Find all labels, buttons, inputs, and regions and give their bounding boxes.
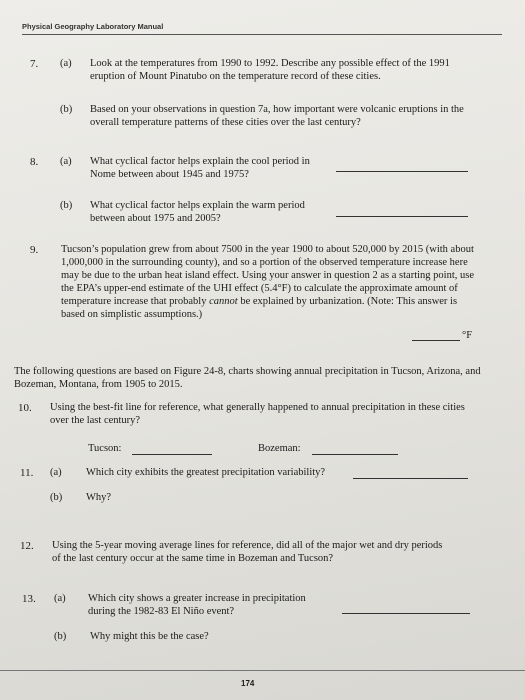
question-13b-text: Why might this be the case? xyxy=(90,631,209,642)
question-10-text: Using the best-fit line for reference, what generally happened to annual precipitation in these cities over the last century? xyxy=(50,402,465,426)
bottom-rule xyxy=(0,670,525,671)
question-8b-label: (b) xyxy=(60,200,73,211)
page-number: 174 xyxy=(241,679,255,688)
question-10-number: 10. xyxy=(18,402,32,414)
question-11a-text: Which city exhibits the greatest precipitation variability? xyxy=(86,467,326,478)
answer-13a-blank[interactable] xyxy=(342,613,470,614)
question-13a-text: Which city shows a greater increase in precipitation during the 1982-83 El Niño event? xyxy=(88,593,306,617)
question-8-number: 8. xyxy=(30,156,39,168)
question-12-text: Using the 5-year moving average lines for reference, did all of the major wet and dry periods of the last century occur at the same time in Bozeman and Tucson? xyxy=(52,540,443,564)
question-11a-label: (a) xyxy=(50,467,62,478)
running-header: Physical Geography Laboratory Manual xyxy=(22,22,164,31)
answer-11a-blank[interactable] xyxy=(353,478,468,479)
question-9-text-part2: be explained by urbanization. (Note: This answer is based on simplistic assumptions.) xyxy=(61,296,458,320)
question-13a-label: (a) xyxy=(54,593,66,604)
question-12-number: 12. xyxy=(20,540,34,552)
tucson-label: Tucson: xyxy=(88,443,122,454)
answer-10-tucson-blank[interactable] xyxy=(132,454,212,455)
section-intro: The following questions are based on Figure 24-8, charts showing annual precipitation in Tucson, Arizona, and Bozeman, Montana, from 1905 to 2015. xyxy=(14,366,481,390)
bozeman-label: Bozeman: xyxy=(258,443,301,454)
question-11b-label: (b) xyxy=(50,492,63,503)
header-rule xyxy=(22,34,502,35)
question-9-text-part1: Tucson’s population grew from about 7500 in the year 1900 to about 520,000 by 2015 (with about 1,000,000 in the surrounding county), and so a portion of the observed temperature increase here may be due to the urban heat island effect. Using your answer in question 2 as a starting point, use the EPA’s upper-end estimate of the UHI effect (5.4°F) to calculate the approximate amount of temperature increase that probably xyxy=(61,244,474,307)
question-9-text xyxy=(61,243,479,321)
question-7a-text: Look at the temperatures from 1990 to 1992. Describe any possible effect of the 1991 eruption of Mount Pinatubo on the temperature record of these cities. xyxy=(90,58,450,82)
question-8a-text: What cyclical factor helps explain the cool period in Nome between about 1945 and 1975? xyxy=(90,156,310,180)
question-9-text-emphasis: cannot xyxy=(209,296,238,307)
question-13b-label: (b) xyxy=(54,631,67,642)
question-7a-label: (a) xyxy=(60,58,72,69)
answer-10-bozeman-blank[interactable] xyxy=(312,454,398,455)
question-8b-text: What cyclical factor helps explain the warm period between about 1975 and 2005? xyxy=(90,200,305,224)
question-7-number: 7. xyxy=(30,58,39,70)
answer-9-unit: °F xyxy=(462,330,473,341)
question-7b-text: Based on your observations in question 7a, how important were volcanic eruptions in the overall temperature patterns of these cities over the last century? xyxy=(90,104,464,128)
question-11-number: 11. xyxy=(20,467,34,479)
question-7b-label: (b) xyxy=(60,104,73,115)
answer-8a-blank[interactable] xyxy=(336,171,468,172)
question-9-number: 9. xyxy=(30,244,39,256)
question-11b-text: Why? xyxy=(86,492,112,503)
answer-8b-blank[interactable] xyxy=(336,216,468,217)
answer-9-blank[interactable] xyxy=(412,340,460,341)
question-13-number: 13. xyxy=(22,593,36,605)
question-8a-label: (a) xyxy=(60,156,72,167)
